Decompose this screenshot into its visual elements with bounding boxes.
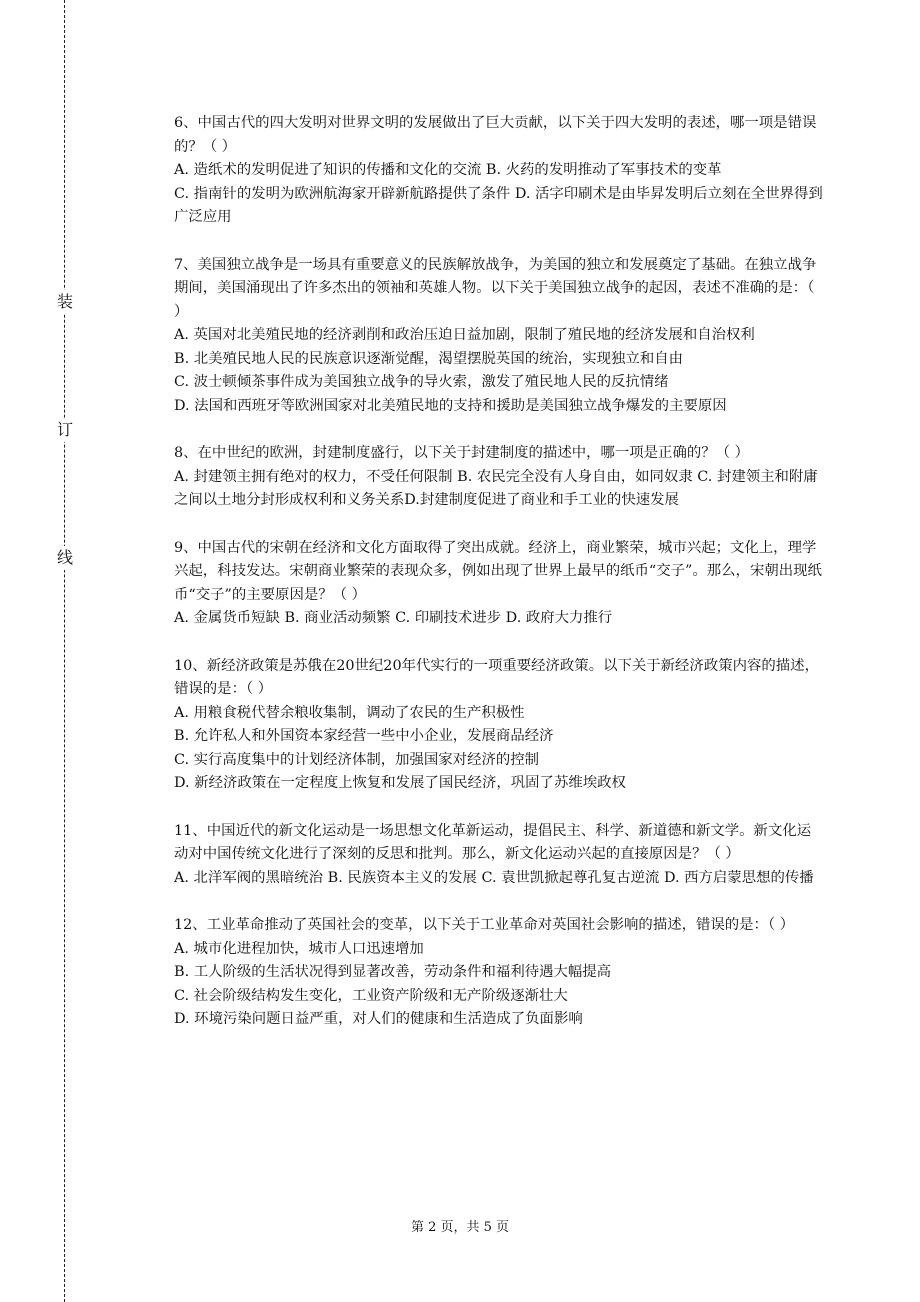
binding-char-xian: 线 xyxy=(56,546,74,570)
option-line: D. 环境污染问题日益严重，对人们的健康和生活造成了负面影响 xyxy=(174,1011,583,1027)
question-stem: 7、美国独立战争是一场具有重要意义的民族解放战争，为美国的独立和发展奠定了基础。在独立战争期间，美国涌现出了许多杰出的领袖和英雄人物。以下关于美国独立战争的起因，表述不准确的是：（ ） xyxy=(174,256,817,320)
question-12 xyxy=(174,914,824,1032)
question-list xyxy=(174,112,824,1056)
option-line: A. 封建领主拥有绝对的权力，不受任何限制 B. 农民完全没有人身自由，如同奴隶 C. 封建领主和附庸之间以土地分封形成权利和义务关系D.封建制度促进了商业和手工业的快速发展 xyxy=(174,468,818,508)
binding-char-zhuang: 装 xyxy=(56,290,74,314)
question-stem: 6、中国古代的四大发明对世界文明的发展做出了巨大贡献，以下关于四大发明的表述，哪一项是错误的？（ ） xyxy=(174,115,817,155)
question-stem: 11、中国近代的新文化运动是一场思想文化革新运动，提倡民主、科学、新道德和新文学。新文化运动对中国传统文化进行了深刻的反思和批判。那么，新文化运动兴起的直接原因是？（ ） xyxy=(174,822,812,862)
question-8 xyxy=(174,442,824,513)
question-stem: 10、新经济政策是苏俄在20世纪20年代实行的一项重要经济政策。以下关于新经济政策内容的描述，错误的是：（ ） xyxy=(174,657,819,697)
question-10 xyxy=(174,655,824,796)
binding-dashed-line xyxy=(64,0,65,1302)
option-line: A. 造纸术的发明促进了知识的传播和文化的交流 B. 火药的发明推动了军事技术的变革 xyxy=(174,162,722,178)
option-line: A. 用粮食税代替余粮收集制，调动了农民的生产积极性 xyxy=(174,704,525,721)
option-line: C. 实行高度集中的计划经济体制，加强国家对经济的控制 xyxy=(174,751,540,768)
option-line: A. 英国对北美殖民地的经济剥削和政治压迫日益加剧，限制了殖民地的经济发展和自治权利 xyxy=(174,327,755,343)
option-line: C. 指南针的发明为欧洲航海家开辟新航路提供了条件 D. 活字印刷术是由毕昇发明后立刻在全世界得到广泛应用 xyxy=(174,185,823,225)
question-stem: 12、工业革命推动了英国社会的变革，以下关于工业革命对英国社会影响的描述，错误的是：（ ） xyxy=(174,917,795,933)
option-line: A. 金属货币短缺 B. 商业活动频繁 C. 印刷技术进步 D. 政府大力推行 xyxy=(174,610,613,626)
question-6 xyxy=(174,112,824,230)
option-line: B. 北美殖民地人民的民族意识逐渐觉醒，渴望摆脱英国的统治，实现独立和自由 xyxy=(174,350,684,367)
question-stem: 9、中国古代的宋朝在经济和文化方面取得了突出成就。经济上，商业繁荣，城市兴起；文化上，理学兴起，科技发达。宋朝商业繁荣的表现众多，例如出现了世界上最早的纸币“交子”。那么，宋朝出现纸币“交子”的主要原因是？（ ） xyxy=(174,539,822,603)
binding-char-ding: 订 xyxy=(56,418,74,442)
question-stem: 8、在中世纪的欧洲，封建制度盛行，以下关于封建制度的描述中，哪一项是正确的？（ ） xyxy=(174,445,749,461)
option-line: B. 允许私人和外国资本家经营一些中小企业，发展商品经济 xyxy=(174,728,554,744)
question-7 xyxy=(174,254,824,419)
option-line: C. 社会阶级结构发生变化，工业资产阶级和无产阶级逐渐壮大 xyxy=(174,987,568,1004)
option-line: D. 法国和西班牙等欧洲国家对北美殖民地的支持和援助是美国独立战争爆发的主要原因 xyxy=(174,397,727,414)
question-9 xyxy=(174,537,824,631)
option-line: A. 北洋军阀的黑暗统治 B. 民族资本主义的发展 C. 袁世凯掀起尊孔复古逆流 D. 西方启蒙思想的传播 xyxy=(174,869,814,886)
option-line: C. 波士顿倾茶事件成为美国独立战争的导火索，激发了殖民地人民的反抗情绪 xyxy=(174,374,669,390)
option-line: B. 工人阶级的生活状况得到显著改善，劳动条件和福利待遇大幅提高 xyxy=(174,964,612,980)
option-line: A. 城市化进程加快，城市人口迅速增加 xyxy=(174,940,424,957)
question-11 xyxy=(174,820,824,891)
option-line: D. 新经济政策在一定程度上恢复和发展了国民经济，巩固了苏维埃政权 xyxy=(174,775,626,791)
page-number-footer: 第 2 页，共 5 页 xyxy=(410,1220,510,1235)
